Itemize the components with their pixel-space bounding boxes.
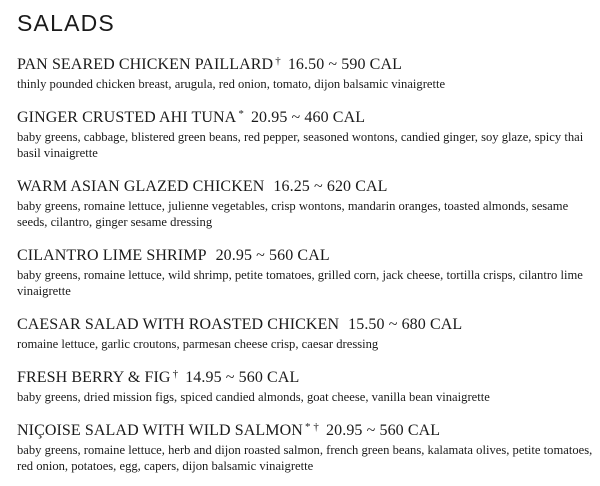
menu-item-price: 20.95 ~ 560 CAL (326, 422, 441, 439)
menu-item-description: thinly pounded chicken breast, arugula, red onion, tomato, dijon balsamic vinaigrette (17, 77, 446, 91)
menu-item-heading (17, 104, 593, 128)
menu-item-name: FRESH BERRY & FIG (17, 369, 171, 386)
menu-item-heading (17, 173, 593, 197)
menu-item-description: baby greens, dried mission figs, spiced candied almonds, goat cheese, vanilla bean vinaigrette (17, 390, 490, 404)
menu-item-dietary-mark: * (238, 108, 244, 120)
menu-item-heading (17, 242, 593, 266)
menu-item-description: baby greens, cabbage, blistered green beans, red pepper, seasoned wontons, candied ginger, soy glaze, spicy thai basil vinaigrette (17, 130, 584, 160)
menu-item-name: WARM ASIAN GLAZED CHICKEN (17, 178, 265, 195)
menu-item (17, 104, 593, 161)
menu-item-description: baby greens, romaine lettuce, wild shrimp, petite tomatoes, grilled corn, jack cheese, tortilla crisps, cilantro lime vinaigrette (17, 268, 583, 298)
menu-item-name: GINGER CRUSTED AHI TUNA (17, 109, 237, 126)
menu-item-dietary-mark: † (275, 55, 281, 67)
menu-item (17, 311, 593, 352)
menu-item (17, 173, 593, 230)
menu-item-heading (17, 417, 593, 441)
section-title: SALADS (17, 10, 115, 36)
menu-item (17, 242, 593, 299)
menu-item-dietary-mark: * † (304, 421, 320, 433)
menu-item-dietary-mark: † (172, 368, 179, 380)
menu-item-description: baby greens, romaine lettuce, herb and dijon roasted salmon, french green beans, kalamata olives, petite tomatoes, red onion, potatoes, egg, capers, dijon balsamic vinaigrette (17, 443, 593, 473)
menu-item-price: 14.95 ~ 560 CAL (185, 369, 300, 386)
menu-item-name: CILANTRO LIME SHRIMP (17, 247, 207, 264)
menu-item-name: PAN SEARED CHICKEN PAILLARD (17, 56, 274, 73)
menu-item-price: 15.50 ~ 680 CAL (348, 316, 463, 333)
menu-item (17, 417, 593, 474)
menu-item-list (17, 51, 593, 486)
menu-item-price: 16.50 ~ 590 CAL (287, 56, 402, 73)
menu-item-name: NIÇOISE SALAD WITH WILD SALMON (17, 422, 303, 439)
menu-item-price: 20.95 ~ 560 CAL (215, 247, 330, 264)
menu-item-heading (17, 364, 593, 388)
menu-item (17, 51, 593, 92)
menu-item-description: baby greens, romaine lettuce, julienne vegetables, crisp wontons, mandarin oranges, toasted almonds, sesame seeds, cilantro, ginger sesame dressing (17, 199, 569, 229)
menu-item (17, 364, 593, 405)
menu-item-name: CAESAR SALAD WITH ROASTED CHICKEN (17, 316, 340, 333)
menu-item-price: 16.25 ~ 620 CAL (273, 178, 388, 195)
menu-item-price: 20.95 ~ 460 CAL (250, 109, 366, 126)
menu-item-description: romaine lettuce, garlic croutons, parmesan cheese crisp, caesar dressing (17, 337, 379, 351)
menu-item-heading (17, 51, 593, 75)
menu-item-heading (17, 311, 593, 335)
